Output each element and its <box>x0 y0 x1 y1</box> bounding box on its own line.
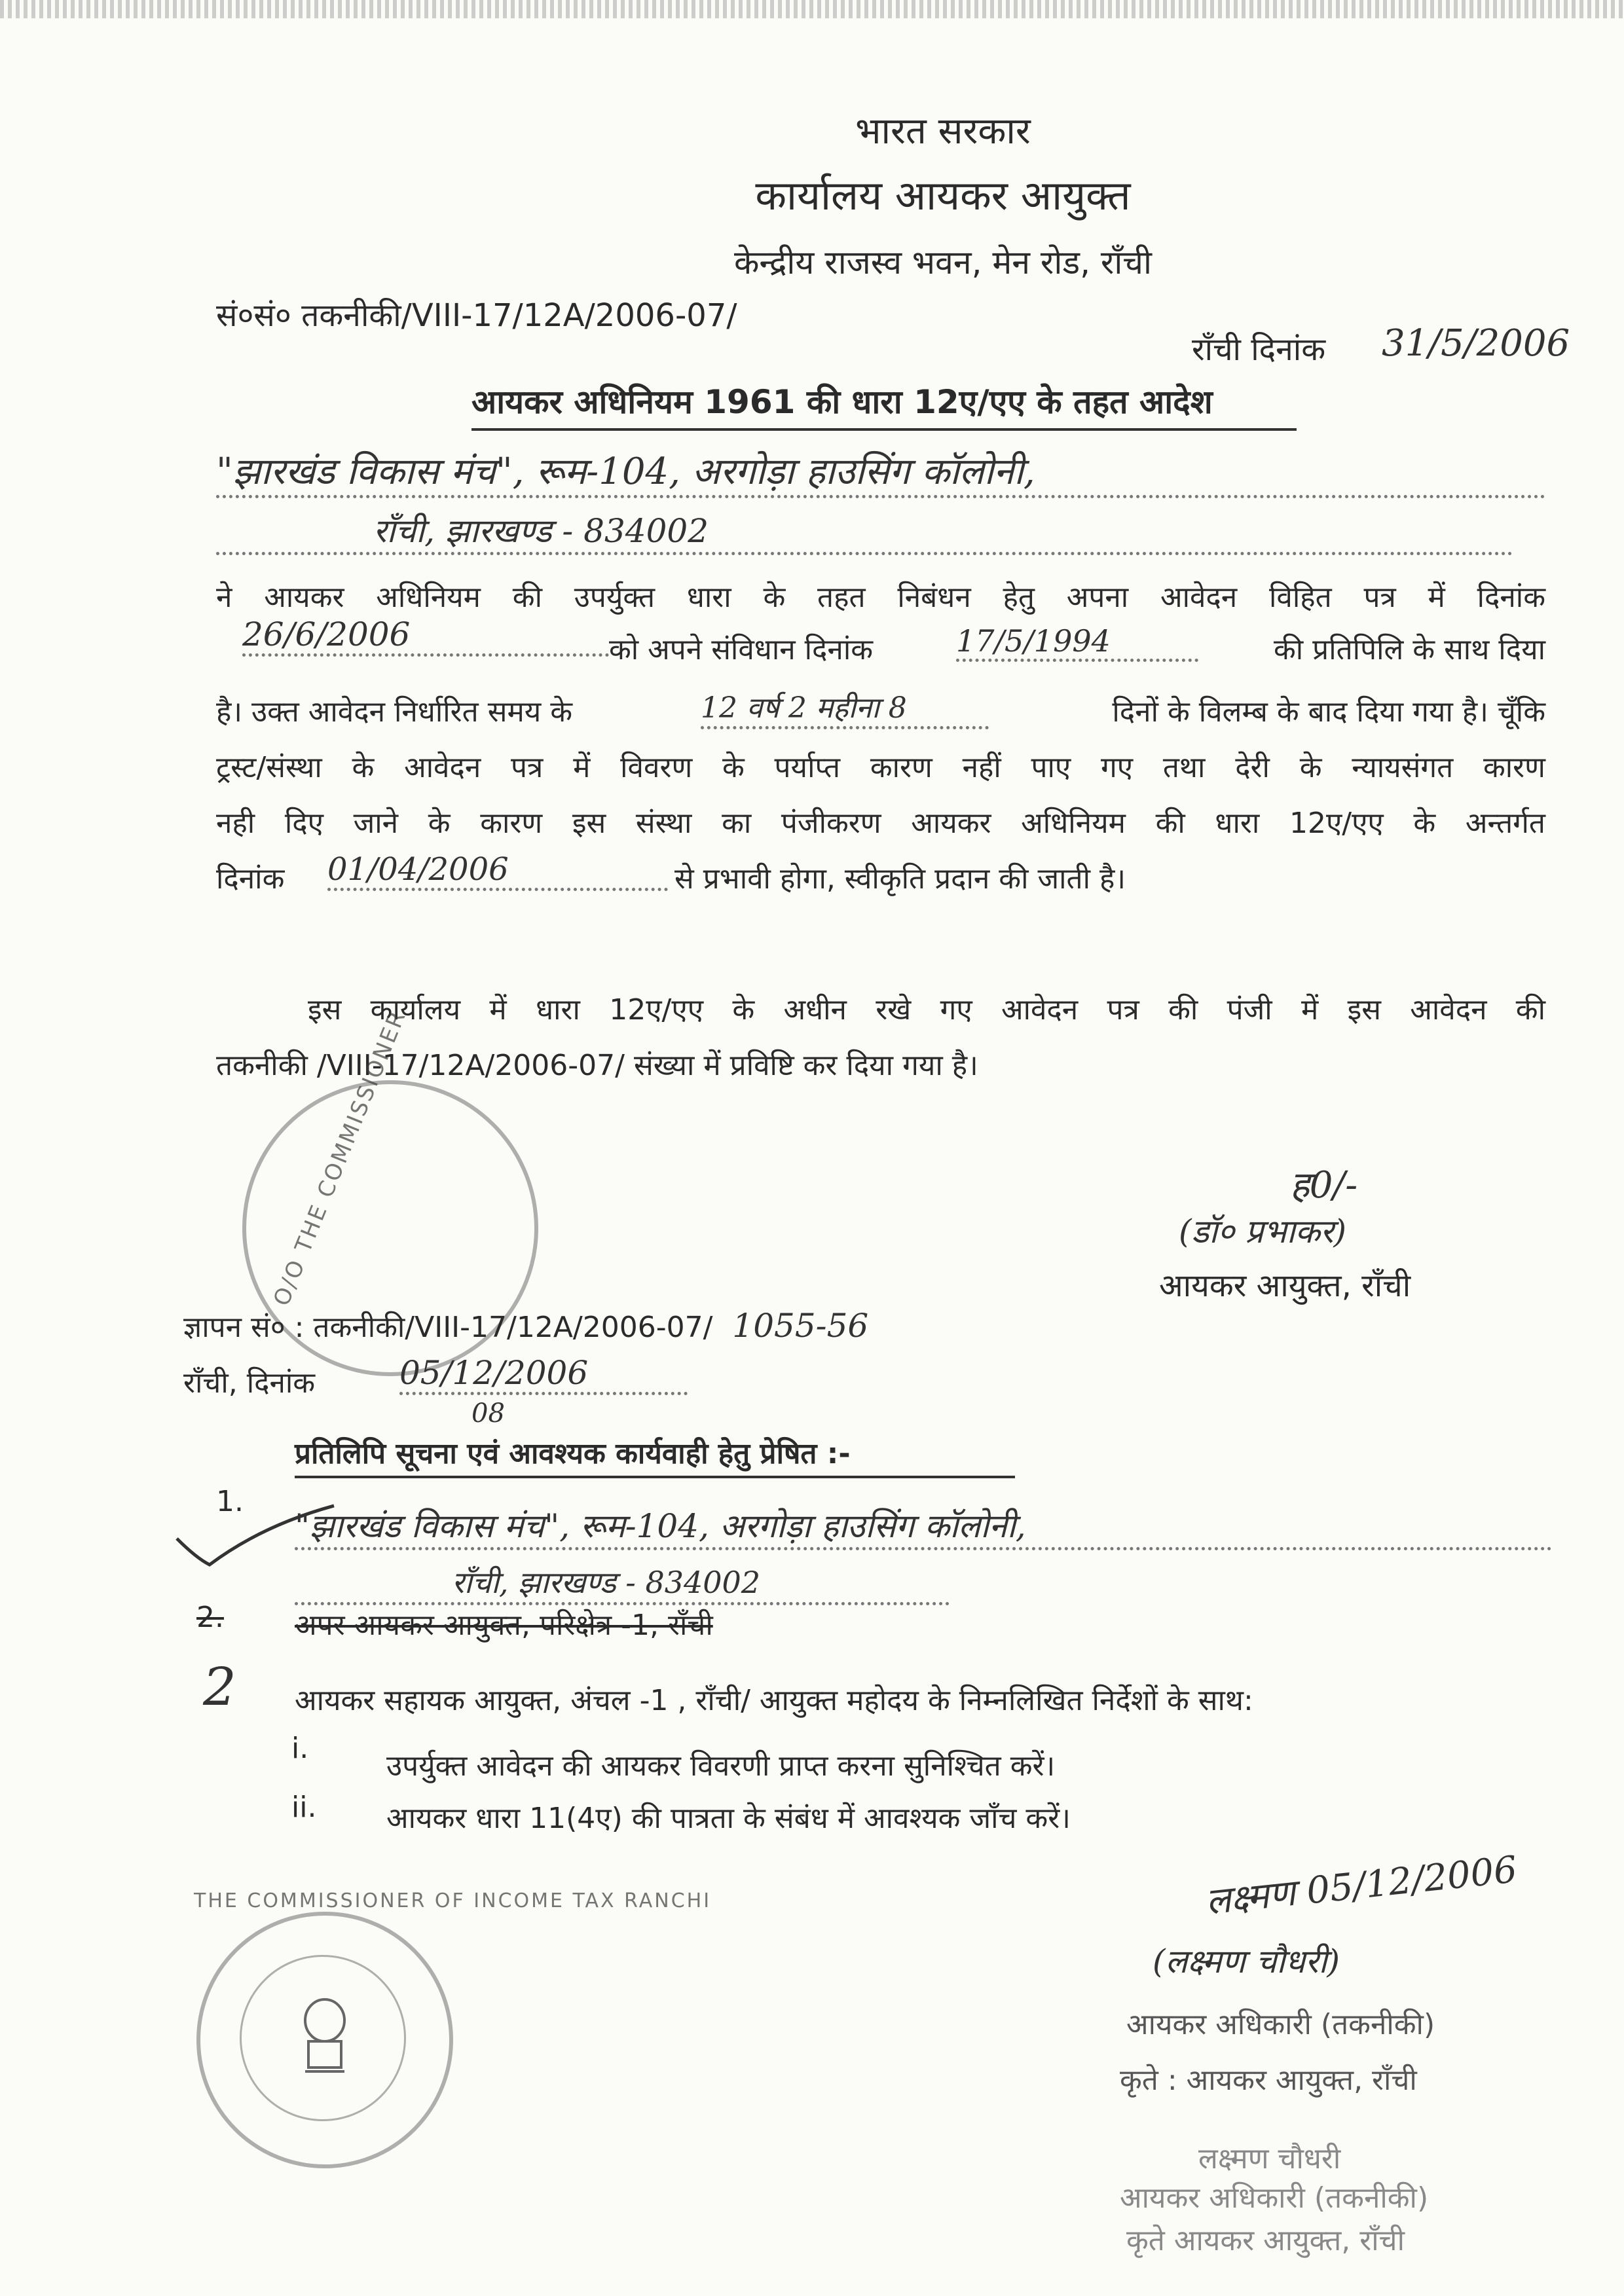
memo-date-label: राँची, दिनांक <box>183 1366 316 1400</box>
constitution-date: 17/5/1994 <box>956 623 1198 662</box>
copy-3-number: 2 <box>203 1656 236 1717</box>
signatory-2-for: कृते : आयकर आयुक्त, राँची <box>1120 2064 1417 2097</box>
copy-3-sub-1-number: i. <box>291 1732 309 1765</box>
copy-3-sub-2-text: आयकर धारा 11(4ए) की पात्रता के संबंध में आवश्यक जाँच करें। <box>386 1802 1071 1835</box>
memo-date-correction: 08 <box>471 1398 505 1429</box>
applicant-line-2: राँची, झारखण्ड - 834002 <box>216 507 1513 555</box>
register-line-1: इस कार्यालय में धारा 12ए/एए के अधीन रखे गए आवेदन पत्र की पंजी में इस आवेदन की <box>308 993 1545 1027</box>
reference-date-value: 31/5/2006 <box>1382 322 1570 365</box>
signatory-2-signature: लक्ष्मण 05/12/2006 <box>1204 1848 1519 1923</box>
order-title: आयकर अधिनियम 1961 की धारा 12ए/एए के तहत आदेश <box>471 378 1297 431</box>
copy-3-sub-1-text: उपर्युक्त आवेदन की आयकर विवरणी प्राप्त करना सुनिश्चित करें। <box>386 1749 1056 1783</box>
copy-2-number: 2. <box>196 1601 224 1634</box>
body-line-3-end: दिनों के विलम्ब के बाद दिया गया है। चूँकि <box>1112 695 1545 729</box>
memo-number: ज्ञापन सं० : तकनीकी/VIII-17/12A/2006-07/ <box>183 1311 713 1344</box>
body-line-3 <box>216 691 1545 737</box>
faint-stamp-line-2: आयकर अधिकारी (तकनीकी) <box>1120 2181 1429 2215</box>
body-line-2 <box>216 615 1545 674</box>
copy-1-number: 1. <box>216 1485 244 1518</box>
header-line-1: भारत सरकार <box>855 110 1031 153</box>
national-emblem-icon <box>292 1994 358 2079</box>
signatory-1-sd: ह0/- <box>1290 1164 1358 1207</box>
signatory-2-name: (लक्ष्मण चौधरी) <box>1153 1942 1340 1980</box>
memo-date-value: 05/12/2006 <box>399 1354 688 1395</box>
scan-artifact-top <box>0 0 1624 18</box>
body-line-2-end: की प्रतिपिलि के साथ दिया <box>1274 633 1545 666</box>
memo-line <box>183 1306 1362 1345</box>
body-line-3-start: है। उक्त आवेदन निर्धारित समय के <box>216 695 573 729</box>
body-line-6-end: से प्रभावी होगा, स्वीकृति प्रदान की जाती है। <box>674 862 1126 896</box>
header-line-3: केन्द्रीय राजस्व भवन, मेन रोड, राँची <box>734 244 1152 282</box>
copy-3-sub-2-number: ii. <box>291 1791 317 1824</box>
copy-1-line-1: "झारखंड विकास मंच", रूम-104, अरगोड़ा हाउसिंग कॉलोनी, <box>295 1503 1552 1550</box>
body-line-5: नही दिए जाने के कारण इस संस्था का पंजीकरण आयकर अधिनियम की धारा 12ए/एए के अन्तर्गत <box>216 807 1545 840</box>
memo-number-filled: 1055-56 <box>732 1307 869 1345</box>
copy-3-text: आयकर सहायक आयुक्त, अंचल -1 , राँची/ आयुक्त महोदय के निम्नलिखित निर्देशों के साथ: <box>295 1684 1253 1717</box>
register-line-2: तकनीकी /VIII-17/12A/2006-07/ संख्या में प्रविष्टि कर दिया गया है। <box>216 1049 978 1082</box>
signatory-1-name: (डॉ० प्रभाकर) <box>1179 1212 1347 1250</box>
signatory-1-designation: आयकर आयुक्त, राँची <box>1159 1267 1411 1304</box>
copy-1-line-2: राँची, झारखण्ड - 834002 <box>295 1561 950 1605</box>
body-line-1: ने आयकर अधिनियम की उपर्युक्त धारा के तहत निबंधन हेतु अपना आवेदन विहित पत्र में दिनांक <box>216 581 1545 614</box>
applicant-line-1: "झारखंड विकास मंच", रूम-104, अरगोड़ा हाउसिंग कॉलोनी, <box>216 445 1545 498</box>
body-line-2-mid: को अपने संविधान दिनांक <box>609 633 874 666</box>
body-line-6-start: दिनांक <box>216 862 285 896</box>
memo-date-line <box>183 1354 838 1434</box>
copy-2-text: अपर आयकर आयुक्त, परिक्षेत्र -1, राँची <box>295 1609 713 1642</box>
commissioner-seal <box>194 1889 712 2168</box>
application-date: 26/6/2006 <box>242 615 609 657</box>
faint-stamp-line-3: कृते आयकर आयुक्त, राँची <box>1126 2224 1405 2257</box>
header-line-2: कार्यालय आयकर आयुक्त <box>755 172 1131 219</box>
signatory-2-designation: आयकर अधिकारी (तकनीकी) <box>1126 2008 1435 2041</box>
body-line-6 <box>216 851 1545 903</box>
faint-stamp-line-1: लक्ष्मण चौधरी <box>1198 2142 1341 2176</box>
reference-number: सं०सं० तकनीकी/VIII-17/12A/2006-07/ <box>216 297 737 334</box>
effective-date: 01/04/2006 <box>327 851 668 891</box>
office-seal-text: O/O THE COMMISSIONER <box>268 1006 412 1310</box>
commissioner-seal-text: THE COMMISSIONER OF INCOME TAX RANCHI <box>194 1889 712 1912</box>
copy-heading: प्रतिलिपि सूचना एवं आवश्यक कार्यवाही हेतु प्रेषित :- <box>295 1432 1015 1478</box>
reference-date-label: राँची दिनांक <box>1192 331 1326 368</box>
body-line-4: ट्रस्ट/संस्था के आवेदन पत्र में विवरण के पर्याप्त कारण नहीं पाए गए तथा देरी के न्यायसंगत कारण <box>216 751 1545 784</box>
delay-period: 12 वर्ष 2 महीना 8 <box>701 687 989 729</box>
